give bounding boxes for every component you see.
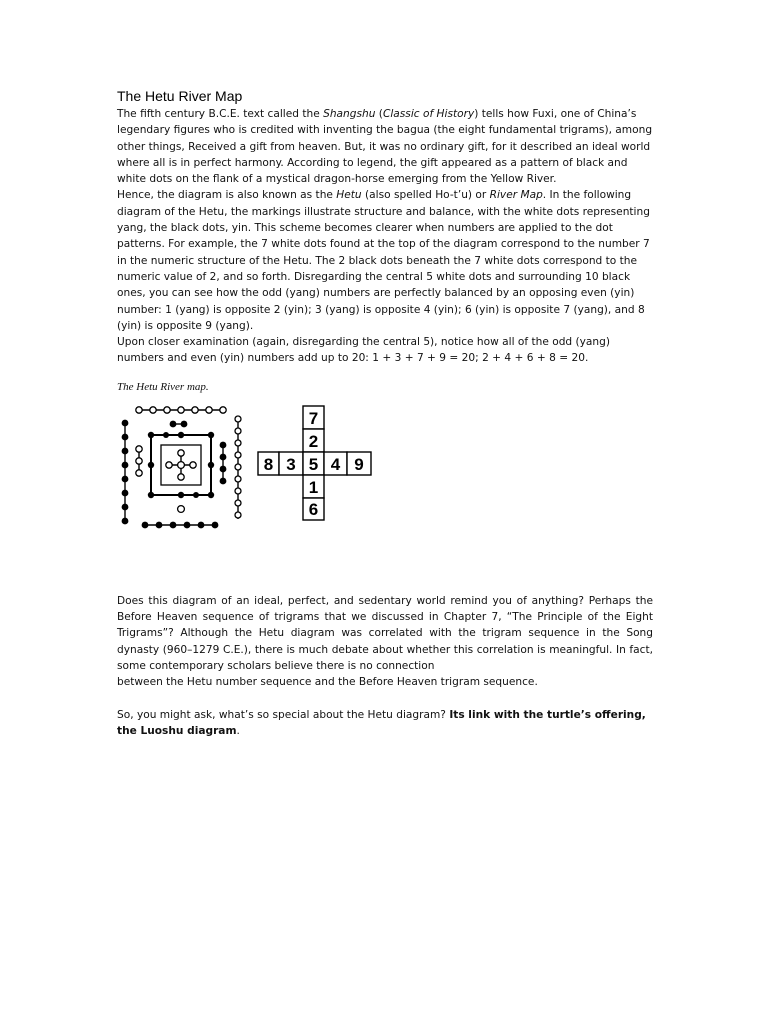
grid-cell-row-1: 8 (263, 454, 274, 474)
grid-cell-row-3: 5 (308, 454, 319, 474)
text-run: ) tells how Fuxi, one of China’s legendary figures who is credited with inventing the bagua (the eight fundamental trigrams), among other things, Received a gift from heaven. But, it was no ordinary gift, for it described an ideal world where all is in perfect harmony. According to legend, the gift appeared as a pattern of black and white dots on the flank of a mystical dragon-horse emerging from the Yellow River. (117, 108, 653, 186)
paragraph-sums: Upon closer examination (again, disregarding the central 5), notice how all of the odd (yang) numbers and even (yin) numbers add up to 20: 1 + 3 + 7 + 9 = 20; 2 + 4 + 6 + 8 = 20. (117, 336, 610, 365)
text-run: (also spelled Ho-t’u) or (361, 189, 490, 202)
document-page (117, 88, 653, 739)
text-run: So, you might ask, what’s so special about the Hetu diagram? (117, 708, 450, 721)
figure-caption: The Hetu River map. (117, 380, 209, 393)
paragraph-no-connection: between the Hetu number sequence and the Before Heaven trigram sequence. (117, 676, 538, 689)
paragraph-intro (117, 106, 653, 187)
bold-luoshu-link: Its link with the turtle’s offering, the Luoshu diagram (117, 708, 646, 737)
paragraph-before-heaven: Does this diagram of an ideal, perfect, and sedentary world remind you of anything? Perhaps the Before Heaven sequence of trigrams that we discussed in Chapter 7, “The Principle of the Eight Trigrams”? Although the Hetu diagram was correlated with the trigram sequence in the Song dynasty (960–1279 C.E.), there is much debate about whether this correlation is meaningful. In fact, some contemporary scholars believe there is no connection (117, 594, 653, 672)
hetu-number-grid (257, 405, 373, 521)
grid-cell-row-4: 4 (330, 454, 341, 474)
grid-cell-row-2: 3 (286, 454, 296, 474)
italic-title-shangshu: Shangshu (323, 108, 376, 120)
text-run: The fifth century B.C.E. text called the (117, 108, 324, 120)
text-run: . In the following diagram of the Hetu, the markings illustrate structure and balance, with the white dots representing yang, the black dots, yin. This scheme becomes clearer when numbers are applied to the dot patterns. For example, the 7 white dots found at the top of the diagram correspond to the number 7 in the numeric structure of the Hetu. The 2 black dots beneath the 7 white dots correspond to the numeric value of 2, and so forth. Disregarding the central 5 white dots and surrounding 10 black ones, you can see how the odd (yang) numbers are perfectly balanced by an opposing even (yin) number: 1 (yang) is opposite 2 (yin); 3 (yang) is opposite 4 (yin); 6 (yin) is opposite 7 (yang), and 8 (yin) is opposite 9 (yang). (117, 189, 650, 332)
paragraph-hetu-explanation (117, 187, 653, 334)
italic-term-river-map: River Map (489, 189, 543, 202)
page-title: The Hetu River Map (117, 88, 243, 104)
grid-cell-bottom-1: 1 (308, 477, 319, 497)
grid-cell-bottom-2: 6 (308, 499, 319, 519)
italic-title-classic-of-history: Classic of History (382, 108, 475, 120)
hetu-figure (117, 401, 653, 551)
text-run: . (236, 724, 240, 737)
hetu-dot-diagram (117, 401, 251, 539)
grid-cell-top-2: 2 (308, 431, 319, 451)
grid-cell-row-5: 9 (354, 454, 364, 474)
grid-cell-top-1: 7 (308, 408, 319, 428)
paragraph-luoshu-link (117, 707, 653, 740)
text-run: Hence, the diagram is also known as the (117, 189, 337, 202)
text-run: ( (375, 108, 383, 120)
italic-term-hetu: Hetu (336, 189, 362, 202)
